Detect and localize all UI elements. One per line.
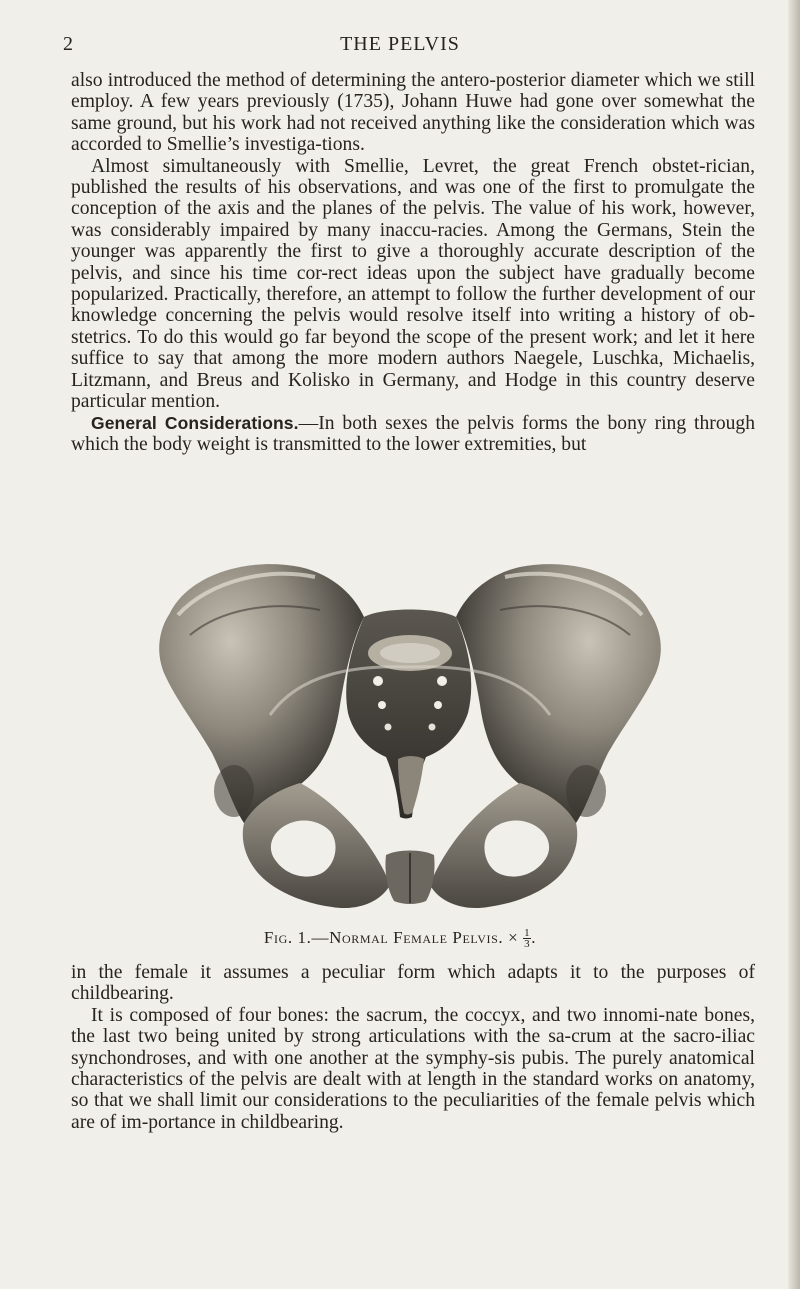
paragraph-3 bbox=[71, 413, 755, 456]
body-text-bottom bbox=[71, 962, 755, 1133]
running-head bbox=[44, 33, 744, 57]
paragraph-2: Almost simultaneously with Smellie, Levret, the great French obstet-rician, published the results of his observations, and was one of the first to promulgate the conception of the axis and the planes of the pelvis. The value of his work, however, was considerably impaired by many inaccu-racies. Among the Germans, Stein the younger was apparently the first to give a thoroughly accurate description of the pelvis, and since his time cor-rect ideas upon the subject have gradually become popularized. Practically, therefore, an attempt to follow the further development of our knowledge concerning the pelvis would resolve itself into writing a history of ob-stetrics. To do this would go far beyond the scope of the present work; and let it here suffice to say that among the more modern authors Naegele, Luschka, Michaelis, Litzmann, and Breus and Kolisko in Germany, and Hodge in this country deserve particular mention. bbox=[71, 155, 755, 413]
paragraph-1: also introduced the method of determining the antero-posterior diameter which we still employ. A few years previously (1735), Johann Huwe had gone over somewhat the same ground, but his work had not received anything like the consideration which was accorded to Smellie’s investiga-tions. bbox=[71, 70, 755, 156]
body-text-top bbox=[71, 70, 755, 455]
pelvis-drawing bbox=[150, 555, 670, 925]
figure-label: Fig. 1. bbox=[263, 928, 312, 947]
paragraph-4: in the female it assumes a peculiar form which adapts it to the purposes of childbearing. bbox=[71, 962, 755, 1005]
scale-fraction bbox=[523, 928, 531, 949]
scale-numerator: 1 bbox=[524, 927, 531, 939]
running-title: THE PELVIS bbox=[340, 33, 460, 55]
page-edge-shadow bbox=[788, 0, 800, 1289]
figure-title: —Normal Female Pelvis. bbox=[311, 928, 504, 947]
page-number: 2 bbox=[63, 33, 74, 55]
section-heading: General Considerations. bbox=[91, 412, 299, 433]
scale-denominator: 3 bbox=[524, 938, 531, 950]
paragraph-5: It is composed of four bones: the sacrum, the coccyx, and two innomi-nate bones, the last two being united by strong articulations with the sa-crum at the sacro-iliac synchondroses, and with one another at the symphy-sis pubis. The purely anatomical characteristics of the pelvis are dealt with at length in the standard works on anatomy, so that we shall limit our considerations to the peculiarities of the female pelvis which are of im-portance in childbearing. bbox=[71, 1004, 755, 1133]
paragraph-3-text: —In both sexes the pelvis forms the bony ring through which the body weight is transmitted to the lower extremities, but bbox=[71, 412, 756, 455]
caption-period: . bbox=[531, 928, 537, 947]
pelvis-illustration bbox=[150, 555, 670, 925]
figure-caption bbox=[0, 928, 800, 949]
scale-symbol: × bbox=[508, 928, 519, 947]
